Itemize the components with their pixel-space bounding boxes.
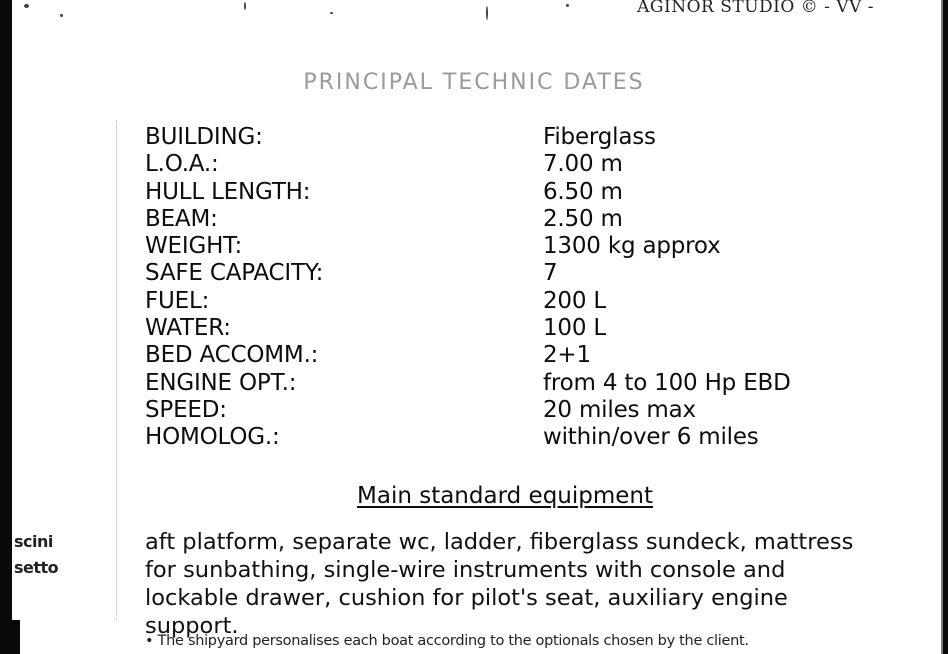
spec-row-safe-capacity (145, 260, 865, 287)
spec-list (145, 124, 865, 452)
spec-value: 200 L (543, 287, 607, 314)
equipment-heading: Main standard equipment (357, 483, 654, 509)
margin-fragment: setto (14, 558, 59, 577)
spec-row-bed-accomm (145, 342, 865, 369)
spec-value: 7.00 m (543, 151, 623, 178)
spec-label: BED ACCOMM.: (145, 342, 319, 369)
scan-speck (24, 4, 29, 8)
scan-left-border (0, 0, 12, 654)
spec-row-homolog (145, 424, 865, 451)
spec-label: WEIGHT: (145, 233, 243, 260)
spec-value: 2+1 (543, 342, 591, 369)
spec-row-loa (145, 151, 865, 178)
spec-label: HOMOLOG.: (145, 424, 280, 451)
spec-value: 20 miles max (543, 396, 696, 423)
spec-label: BEAM: (145, 205, 218, 232)
margin-fragment: scini (14, 532, 53, 551)
spec-row-beam (145, 206, 865, 233)
spec-label: FUEL: (145, 287, 210, 314)
spec-label: ENGINE OPT.: (145, 369, 297, 396)
scan-right-border (943, 0, 948, 654)
spec-row-weight (145, 233, 865, 260)
spec-value: Fiberglass (543, 124, 656, 150)
spec-row-engine-opt (145, 370, 865, 397)
scan-speck (60, 14, 63, 17)
spec-row-building (145, 124, 865, 151)
footnote: • The shipyard personalises each boat according to the optionals chosen by the client. (145, 633, 749, 649)
section-title: PRINCIPAL TECHNIC DATES (303, 70, 645, 95)
spec-label: WATER: (145, 315, 231, 342)
spec-label: HULL LENGTH: (145, 178, 311, 205)
spec-value: 6.50 m (543, 178, 623, 205)
spec-row-fuel (145, 288, 865, 315)
scan-speck (330, 12, 333, 14)
spec-row-hull-length (145, 179, 865, 206)
spec-value: from 4 to 100 Hp EBD (543, 369, 791, 396)
scan-speck (566, 4, 569, 7)
scan-speck (486, 6, 488, 20)
spec-value: 100 L (543, 315, 607, 342)
spec-label: BUILDING: (145, 124, 263, 150)
spec-row-speed (145, 397, 865, 424)
margin-dotted-guide (116, 120, 117, 620)
scan-speck (244, 2, 246, 10)
spec-label: L.O.A.: (145, 151, 219, 178)
spec-label: SPEED: (145, 396, 227, 423)
spec-row-water (145, 315, 865, 342)
scan-left-border-bump (0, 620, 20, 654)
studio-header: AGINOR STUDIO © - VV - (637, 0, 874, 17)
scan-right-shadow (941, 0, 943, 654)
spec-value: 1300 kg approx (543, 233, 721, 260)
spec-value: 7 (543, 260, 558, 287)
spec-value: 2.50 m (543, 205, 623, 232)
equipment-text: aft platform, separate wc, ladder, fiberglass sundeck, mattress for sunbathing, single-wire instruments with console and lockable drawer, cushion for pilot's seat, auxiliary engine support. (145, 529, 854, 639)
spec-value: within/over 6 miles (543, 424, 759, 451)
spec-label: SAFE CAPACITY: (145, 260, 324, 287)
